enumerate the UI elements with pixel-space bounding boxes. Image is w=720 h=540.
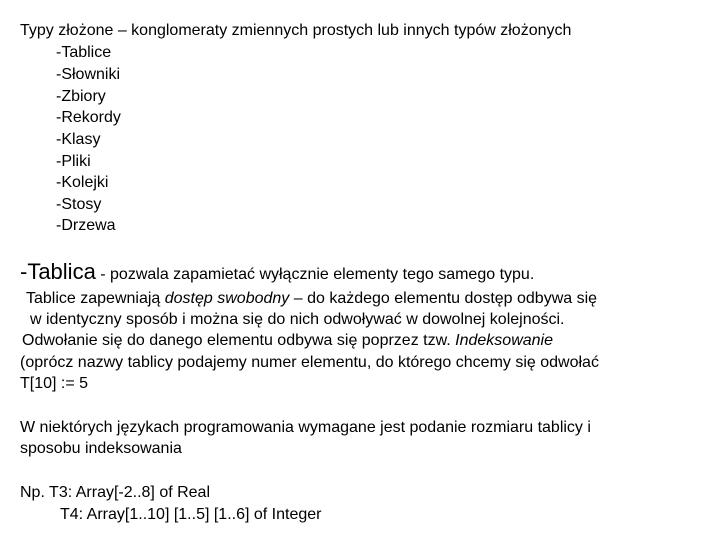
- tablica-heading: -Tablica: [20, 259, 96, 284]
- indexing-paragraph-line1: [22, 330, 553, 352]
- tablica-heading-line: [20, 261, 534, 286]
- tablica-heading-desc: - pozwala zapamietać wyłącznie elementy tego samego typu.: [95, 266, 535, 283]
- note-line1: W niektórych językach programowania wymagane jest podanie rozmiaru tablicy i: [20, 419, 591, 436]
- type-list-item: -Zbiory: [56, 88, 106, 105]
- access-text-a: Tablice zapewniają: [26, 290, 165, 307]
- type-list-item: -Pliki: [56, 153, 91, 170]
- note-line2: sposobu indeksowania: [20, 440, 182, 457]
- example-line1: Np. T3: Array[-2..8] of Real: [20, 484, 211, 501]
- type-list-item: -Rekordy: [56, 109, 121, 126]
- indexing-paragraph-line2: (oprócz nazwy tablicy podajemy numer elementu, do którego chcemy się odwołać: [20, 354, 599, 371]
- type-list-item: -Kolejki: [56, 174, 109, 191]
- example-line2: T4: Array[1..10] [1..5] [1..6] of Integer: [60, 506, 322, 523]
- indexing-text-a: Odwołanie się do danego elementu odbywa się poprzez tzw.: [22, 332, 456, 349]
- assignment-example: T[10] := 5: [20, 375, 89, 392]
- intro-title: Typy złożone – konglomeraty zmiennych prostych lub innych typów złożonych: [20, 22, 572, 39]
- type-list-item: -Klasy: [56, 131, 101, 148]
- type-list-item: -Stosy: [56, 196, 102, 213]
- type-list-item: -Drzewa: [56, 217, 116, 234]
- access-paragraph-line2: w identyczny sposób i można się do nich odwoływać w dowolnej kolejności.: [30, 311, 565, 328]
- type-list-item: -Słowniki: [56, 66, 121, 83]
- access-paragraph-line1: [26, 288, 597, 310]
- access-text-b: – do każdego elementu dostęp odbywa się: [289, 290, 598, 307]
- access-emphasis: dostęp swobodny: [164, 290, 290, 307]
- type-list-item: -Tablice: [56, 44, 112, 61]
- indexing-emphasis: Indeksowanie: [455, 332, 553, 349]
